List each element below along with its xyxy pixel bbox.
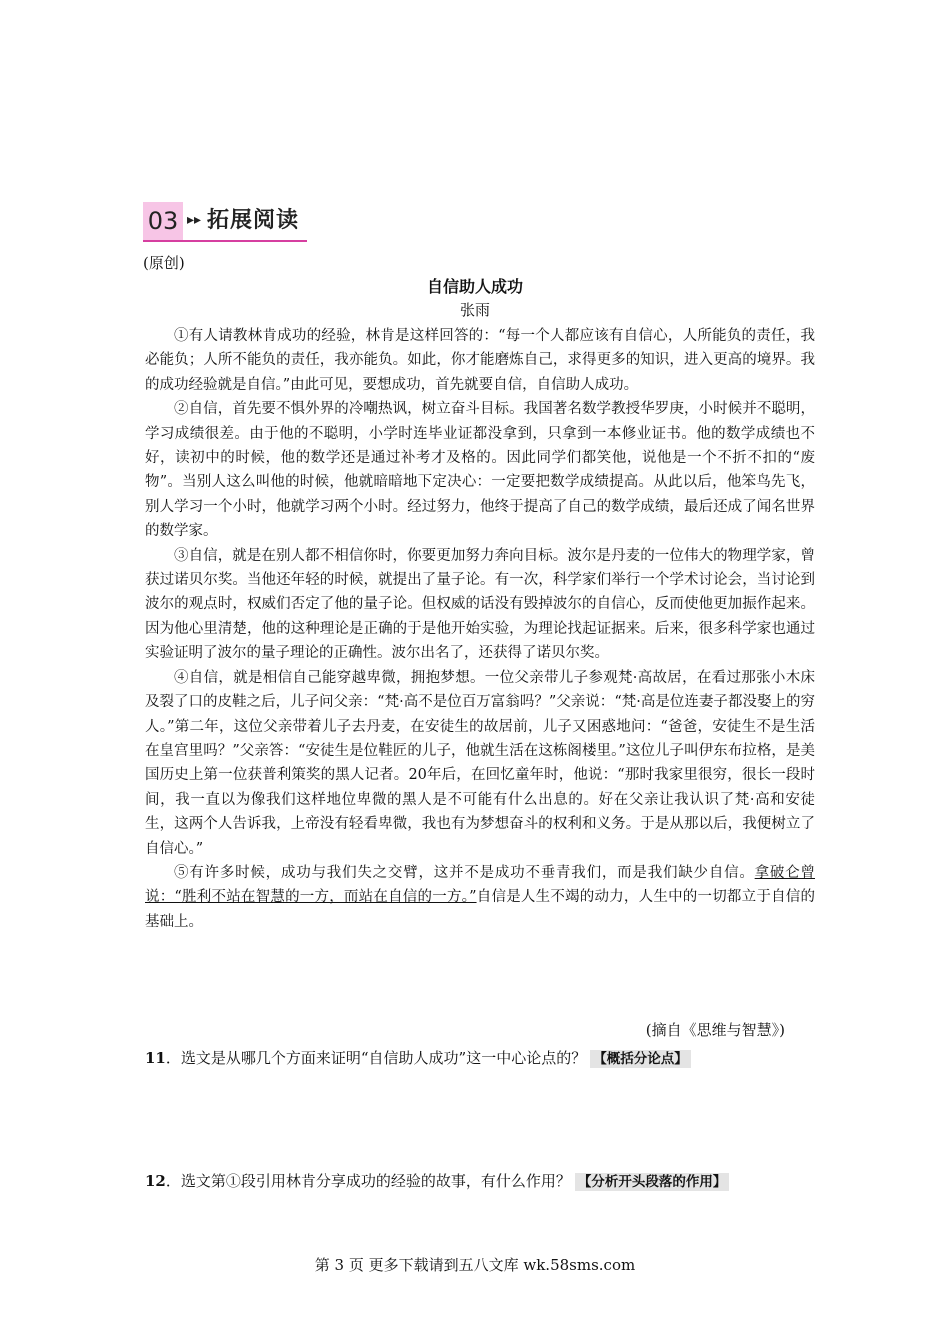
paragraph-5-tail: 自信是人生不竭的动力，人生中的一切都立于自信的基础上。 (145, 889, 816, 930)
section-underline (143, 240, 307, 242)
paragraph-3: ③自信，就是在别人都不相信你时，你要更加努力奔向目标。波尔是丹麦的一位伟大的物理学家，曾获过诺贝尔奖。当他还年轻的时候，就提出了量子论。有一次，科学家们举行一个学术讨论会，当讨论到波尔的观点时，权威们否定了他的量子论。但权威的话没有毁掉波尔的自信心，反而使他更加振作起来。因为他心里清楚，他的这种理论是正确的于是他开始实验，为理论找起证据来。后来，很多科学家也通过实验证明了波尔的量子理论的正确性。波尔出名了，还获得了诺贝尔奖。 (145, 547, 815, 662)
paragraph-2: ②自信，首先要不惧外界的冷嘲热讽，树立奋斗目标。我国著名数学教授华罗庚，小时候并不聪明，学习成绩很差。由于他的不聪明，小学时连毕业证都没拿到，只拿到一本修业证书。他的数学成绩也不好，读初中的时候，他的数学还是通过补考才及格的。因此同学们都笑他，说他是一个不折不扣的“废物”。当别人这么叫他的时候，他就暗暗地下定决心：一定要把数学成绩提高。从此以后，他笨鸟先飞，别人学习一个小时，他就学习两个小时。经过努力，他终于提高了自己的数学成绩，最后还成了闻名世界的数学家。 (145, 401, 815, 540)
double-arrow-icon: ▸▸ (187, 212, 202, 228)
question-number: 12 (145, 1172, 166, 1190)
question-tag: 【分析开头段落的作用】 (575, 1173, 730, 1191)
article-body (145, 324, 815, 934)
question-number: 11 (145, 1049, 166, 1067)
citation: (摘自《思维与智慧》) (645, 1021, 785, 1039)
paragraph-5 (145, 861, 815, 934)
question-text: ．选文是从哪几个方面来证明“自信助人成功”这一中心论点的？ (165, 1049, 587, 1067)
question-12 (145, 1170, 729, 1193)
article-author: 张雨 (459, 301, 490, 319)
section-header (143, 200, 307, 242)
article-title: 自信助人成功 (426, 277, 523, 296)
paragraph-4: ④自信，就是相信自己能穿越卑微，拥抱梦想。一位父亲带儿子参观梵·高故居，在看过那张小木床及裂了口的皮鞋之后，儿子问父亲：“梵·高不是位百万富翁吗？”父亲说：“梵·高是位连妻子都没娶上的穷人。”第二年，这位父亲带着儿子去丹麦，在安徒生的故居前，儿子又困惑地问：“爸爸，安徒生不是生活在皇宫里吗？”父亲答：“安徒生是位鞋匠的儿子，他就生活在这栋阁楼里。”这位儿子叫伊东布拉格，是美国历史上第一位获普利策奖的黑人记者。20年后，在回忆童年时，他说：“那时我家里很穷，很长一段时间，我一直以为像我们这样地位卑微的黑人是不可能有什么出息的。好在父亲让我认识了梵·高和安徒生，这两个人告诉我，上帝没有轻看卑微，我也有为梦想奋斗的权利和义务。于是从那以后，我便树立了自信心。” (145, 669, 815, 857)
source-tag: (原创) (143, 254, 185, 272)
question-tag: 【概括分论点】 (590, 1050, 691, 1068)
question-text: ．选文第①段引用林肯分享成功的经验的故事，有什么作用？ (165, 1172, 571, 1190)
question-11 (145, 1047, 691, 1070)
section-number: 03 (143, 202, 183, 240)
napoleon-quote: 拿破仑曾说：“胜利不站在智慧的一方，而站在自信的一方。” (145, 864, 815, 906)
paragraph-5-lead: ⑤有许多时候，成功与我们失之交臂，这并不是成功不垂青我们，而是我们缺少自信。 (174, 864, 755, 881)
page-footer: 第 3 页 更多下载请到五八文库 wk.58sms.com (314, 1256, 636, 1274)
paragraph-1: ①有人请教林肯成功的经验，林肯是这样回答的：“每一个人都应该有自信心，人所能负的责任，我必能负；人所不能负的责任，我亦能负。如此，你才能磨炼自己，求得更多的知识，进入更高的境界。我的成功经验就是自信。”由此可见，要想成功，首先就要自信，自信助人成功。 (145, 328, 815, 393)
section-title: 拓展阅读 (207, 208, 300, 233)
